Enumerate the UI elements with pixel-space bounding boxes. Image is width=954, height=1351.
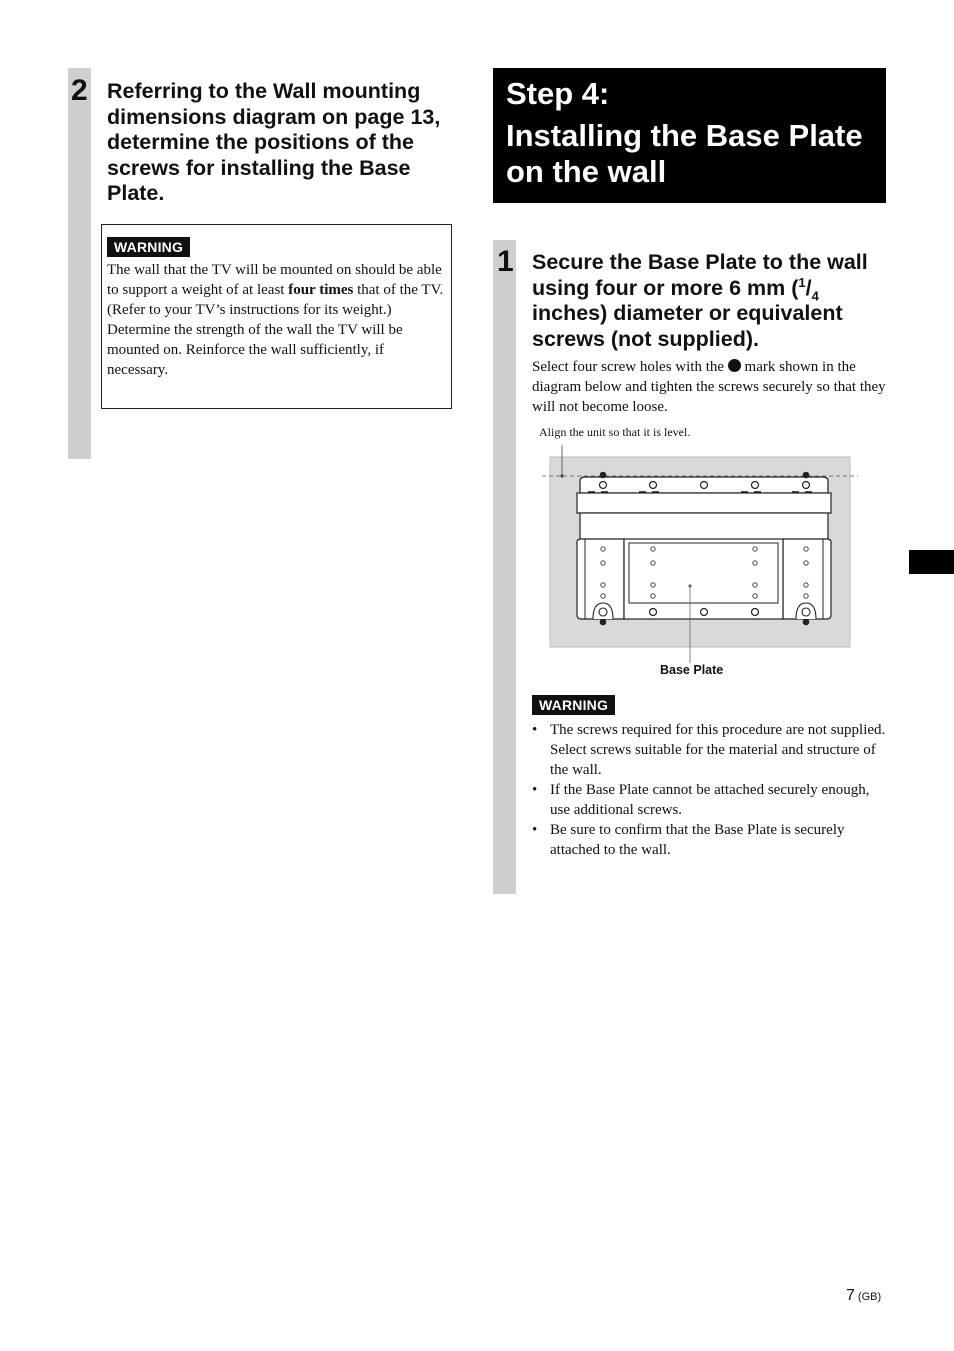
step-1-heading-part-2: inches) diameter or equivalent screws (not supplied). <box>532 301 843 351</box>
section-title-step: Step 4: <box>506 76 610 111</box>
page-number-value: 7 <box>846 1287 855 1304</box>
selected-screw-bottom-right <box>803 619 810 626</box>
right-warning <box>532 695 888 860</box>
left-warning-paragraph-2: Determine the strength of the wall the TV will be mounted on. Reinforce the wall sufficiently, if necessary. <box>107 322 403 378</box>
right-warning-list <box>532 720 888 860</box>
left-warning-bold: four times <box>288 282 354 298</box>
top-rail-lower <box>577 493 831 513</box>
fraction-numerator: 1 <box>798 274 806 290</box>
list-item: • The screws required for this procedure are not supplied. Select screws suitable for the material and structure of the wall. <box>532 722 886 778</box>
section-title-band <box>493 68 886 203</box>
selected-screw-top-left <box>600 472 607 479</box>
left-warning-tag: WARNING <box>107 237 190 257</box>
step-1-bar <box>493 240 516 894</box>
step-1-number: 1 <box>497 245 514 278</box>
center-panel <box>624 539 783 619</box>
page-region: (GB) <box>857 1291 882 1303</box>
base-plate-label: Base Plate <box>660 663 724 677</box>
filled-circle-mark-icon <box>728 359 741 372</box>
left-warning-text-2: that of the TV. (Refer to your TV’s instructions for its weight.) <box>107 282 444 318</box>
align-label: Align the unit so that it is level. <box>539 425 691 439</box>
step-1-heading-part-1: Secure the Base Plate to the wall using four or more 6 mm ( <box>532 250 868 300</box>
left-warning-box <box>101 224 452 409</box>
left-warning-text <box>107 260 445 380</box>
step-1-heading <box>532 250 887 352</box>
instruction-text-2: mark shown in the diagram below and tighten the screws securely so that they will not become loose. <box>532 359 886 415</box>
left-warning-text-1: The wall that the TV will be mounted on should be able to support a weight of at least <box>107 262 442 298</box>
fraction-denominator: 4 <box>811 287 819 303</box>
rail-bar <box>580 513 828 540</box>
step-1-instruction <box>532 357 888 417</box>
selected-screw-top-right <box>803 472 810 479</box>
list-item: • Be sure to confirm that the Base Plate is securely attached to the wall. <box>532 822 845 858</box>
section-title: Installing the Base Plate on the wall <box>506 118 863 189</box>
step-2-bar <box>68 68 91 459</box>
fraction-slash: / <box>805 275 812 300</box>
section-tab-marker <box>909 550 954 574</box>
list-item: • If the Base Plate cannot be attached securely enough, use additional screws. <box>532 782 870 818</box>
base-plate-diagram <box>540 445 860 685</box>
page-number <box>846 1287 881 1305</box>
selected-screw-bottom-left <box>600 619 607 626</box>
step-2-heading: Referring to the Wall mounting dimensions diagram on page 13, determine the positions of the screws for installing the Base Plate. <box>107 79 441 205</box>
right-warning-tag: WARNING <box>532 695 615 715</box>
step-2-number: 2 <box>71 74 88 107</box>
instruction-text-1: Select four screw holes with the <box>532 359 728 375</box>
